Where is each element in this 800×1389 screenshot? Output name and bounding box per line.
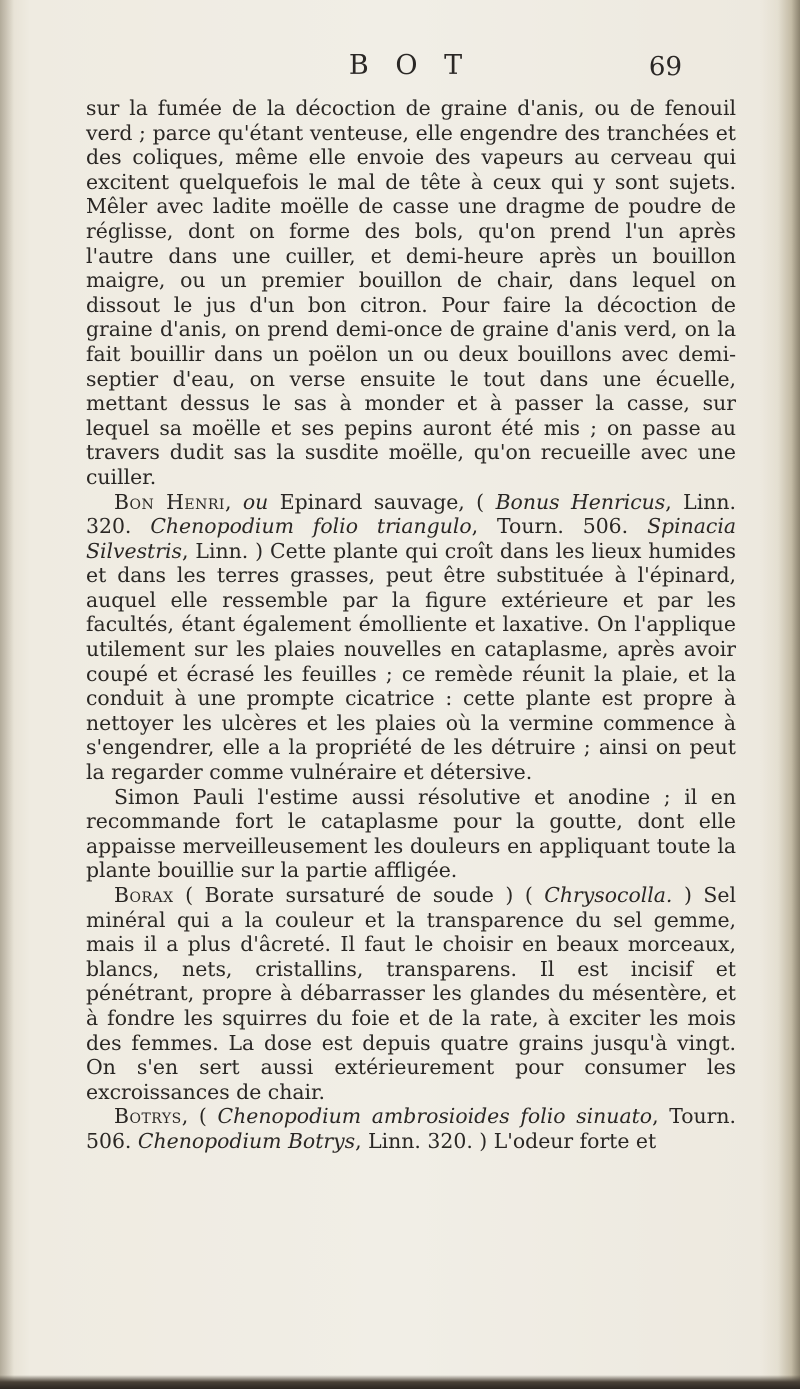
entry-headword: Bon Henri — [114, 489, 225, 514]
text-run: sur la fumée de la décoction de graine d'anis, ou de fenouil verd ; parce qu'étant venteuse, elle engendre des tranchées et des coliques, même elle envoie des vapeurs au cerveau qui excitent quelquefois le mal de tête à ceux qui y sont sujets. Mêler avec ladite moëlle de casse une dragme de poudre de réglisse, dont on forme des bols, qu'on prend l'un après l'autre dans une cuiller, et demi-heure après un bouillon maigre, ou un premier bouillon de chair, dans lequel on dissout le jus d'un bon citron. Pour faire la décoction de graine d'anis, on prend demi-once de graine d'anis verd, on la fait bouillir dans un poëlon un ou deux bouillons avec demi-septier d'eau, on verse ensuite le tout dans une écuelle, mettant dessus le sas à monder et à passer la casse, sur lequel sa moëlle et ses pepins auront été mis ; on passe au travers dudit sas la susdite moëlle, qu'on recueille avec une cuiller. — [86, 96, 736, 489]
entry-headword: Botrys — [114, 1104, 182, 1129]
latin-name: Chenopodium ambrosioides folio sinuato — [217, 1104, 653, 1129]
page-bottom-edge — [0, 1375, 800, 1389]
latin-name: Chenopodium folio triangulo — [150, 514, 472, 539]
latin-name: Spinacia Silvestris — [86, 514, 736, 563]
text-run: , ( — [181, 1104, 218, 1129]
running-head: B O T — [348, 50, 472, 81]
page-edge-shadow-right — [778, 0, 800, 1389]
text-run: ) Sel minéral qui a la couleur et la transparence du sel gemme, mais il a plus d'âcreté. Il faut le choisir en beaux morceaux, blancs, nets, cristallins, transparens. Il est incisif et pénétrant, propre à débarrasser les glandes du mésentère, et à fondre les squirres du foie et de la rate, à exciter les mois des femmes. La dose est depuis quatre grains jusqu'à vingt. On s'en sert aussi extérieurement pour consumer les excroissances de chair. — [86, 883, 736, 1104]
text-run: Simon Pauli l'estime aussi résolutive et anodine ; il en recommande fort le cataplasme pour la goutte, dont elle appaisse merveilleusement les douleurs en appliquant toute la plante bouillie sur la partie affligée. — [86, 784, 736, 883]
paragraph-fumee — [86, 96, 736, 490]
page-edge-shadow-left — [0, 0, 14, 1389]
entry-borax — [86, 883, 736, 1104]
text-run: Epinard sauvage, ( — [268, 489, 496, 514]
body-text — [86, 96, 736, 1154]
text-run: , — [224, 489, 243, 514]
latin-name: Chenopodium Botrys — [137, 1128, 356, 1153]
entry-bon-henri — [86, 490, 736, 785]
text-run: , Linn. 320. ) L'odeur forte et — [355, 1128, 657, 1153]
page-header — [90, 50, 730, 90]
text-run: , Tourn. 506. — [471, 514, 648, 539]
latin-name: ou — [242, 489, 269, 514]
entry-botrys — [86, 1104, 736, 1153]
text-run: , Tourn. 506. — [86, 1104, 737, 1153]
latin-name: Bonus Henricus — [495, 489, 666, 514]
entry-headword: Borax — [114, 883, 174, 907]
text-run: , Linn. 320. — [86, 489, 736, 539]
text-run: ( Borate sursaturé de soude ) ( — [173, 883, 545, 907]
text-run: , Linn. ) Cette plante qui croît dans les lieux humides et dans les terres grasses, peut être substituée à l'épinard, auquel elle ressemble par la figure extérieure et par les facultés, étant également émolliente et laxative. On l'applique utilement sur les plaies nouvelles en cataplasme, après avoir coupé et écrasé les feuilles ; ce remède réunit la plaie, et la conduit à une prompte cicatrice : cette plante est propre à nettoyer les ulcères et les plaies où la vermine commence à s'engendrer, elle a la propriété de les détruire ; ainsi on peut la regarder comme vulnéraire et détersive. — [86, 538, 736, 785]
latin-name: Chrysocolla. — [544, 883, 673, 907]
page-number: 69 — [648, 52, 682, 82]
paragraph-simon-pauli — [86, 785, 736, 883]
